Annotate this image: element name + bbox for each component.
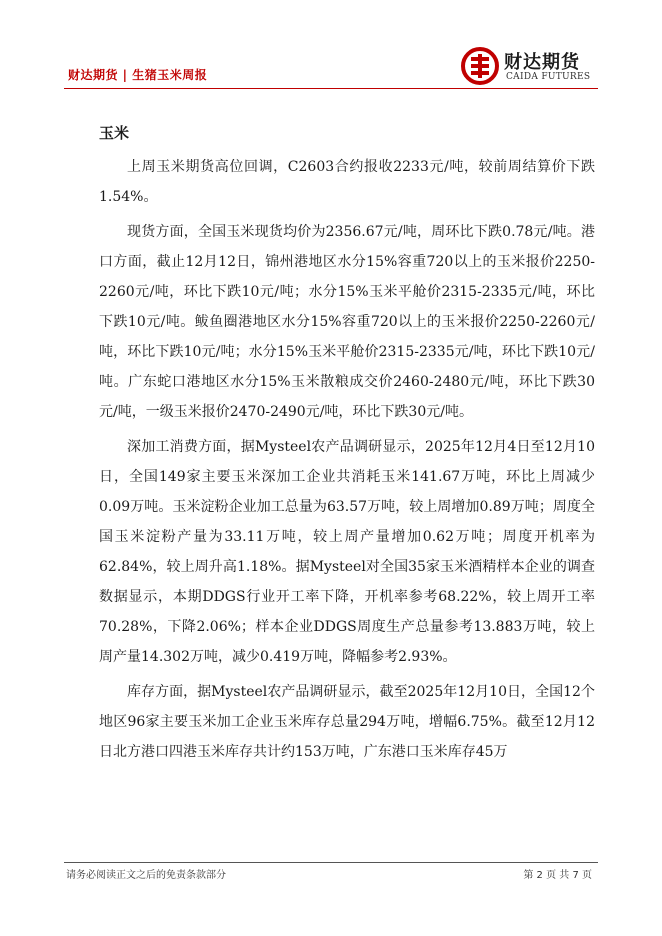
report-body (99, 118, 595, 772)
paragraph-spot: 现货方面，全国玉米现货均价为2356.67元/吨，周环比下跌0.78元/吨。港口方面，截止12月12日，锦州港地区水分15%容重720以上的玉米报价2250-2260元/吨，环比下跌10元/吨；水分15%玉米平舱价2315-2335元/吨，环比下跌10元/吨。鲅鱼圈港地区水分15%容重720以上的玉米报价2250-2260元/吨，环比下跌10元/吨；水分15%玉米平舱价2315-2335元/吨，环比下跌10元/吨。广东蛇口港地区水分15%玉米散粮成交价2460-2480元/吨，环比下跌30元/吨，一级玉米报价2470-2490元/吨，环比下跌30元/吨。 (99, 224, 595, 420)
paragraph-futures: 上周玉米期货高位回调，C2603合约报收2233元/吨，较前周结算价下跌1.54%。 (99, 159, 595, 205)
section-title: 玉米 (99, 124, 130, 142)
paragraph-processing: 深加工消费方面，据Mysteel农产品调研显示，2025年12月4日至12月10日，全国149家主要玉米深加工企业共消耗玉米141.67万吨，环比上周减少0.09万吨。玉米淀粉企业加工总量为63.57万吨，较上周增加0.89万吨；周度全国玉米淀粉产量为33.11万吨，较上周产量增加0.62万吨；周度开机率为62.84%，较上周升高1.18%。据Mysteel对全国35家玉米酒精样本企业的调查数据显示，本期DDGS行业开工率下降，开机率参考68.22%，较上周开工率70.28%，下降2.06%；样本企业DDGS周度生产总量参考13.883万吨，较上周产量14.302万吨，减少0.419万吨，降幅参考2.93%。 (99, 439, 595, 665)
header-divider (64, 88, 598, 89)
footer-divider (64, 862, 598, 863)
footer-disclaimer: 请务必阅读正文之后的免责条款部分 (66, 870, 226, 881)
company-logo (460, 46, 598, 88)
paragraph-inventory: 库存方面，据Mysteel农产品调研显示，截至2025年12月10日，全国12个地区96家主要玉米加工企业玉米库存总量294万吨，增幅6.75%。截至12月12日北方港口四港玉米库存共计约153万吨，广东港口玉米库存45万 (99, 684, 595, 760)
logo-chinese-name: 财达期货 (504, 52, 580, 73)
page-number: 第 2 页 共 7 页 (523, 870, 592, 881)
caida-logo-icon (460, 46, 500, 86)
report-title: 财达期货 | 生猪玉米周报 (68, 68, 208, 82)
page-header (64, 40, 598, 90)
logo-english-name: CAIDA FUTURES (506, 72, 591, 82)
